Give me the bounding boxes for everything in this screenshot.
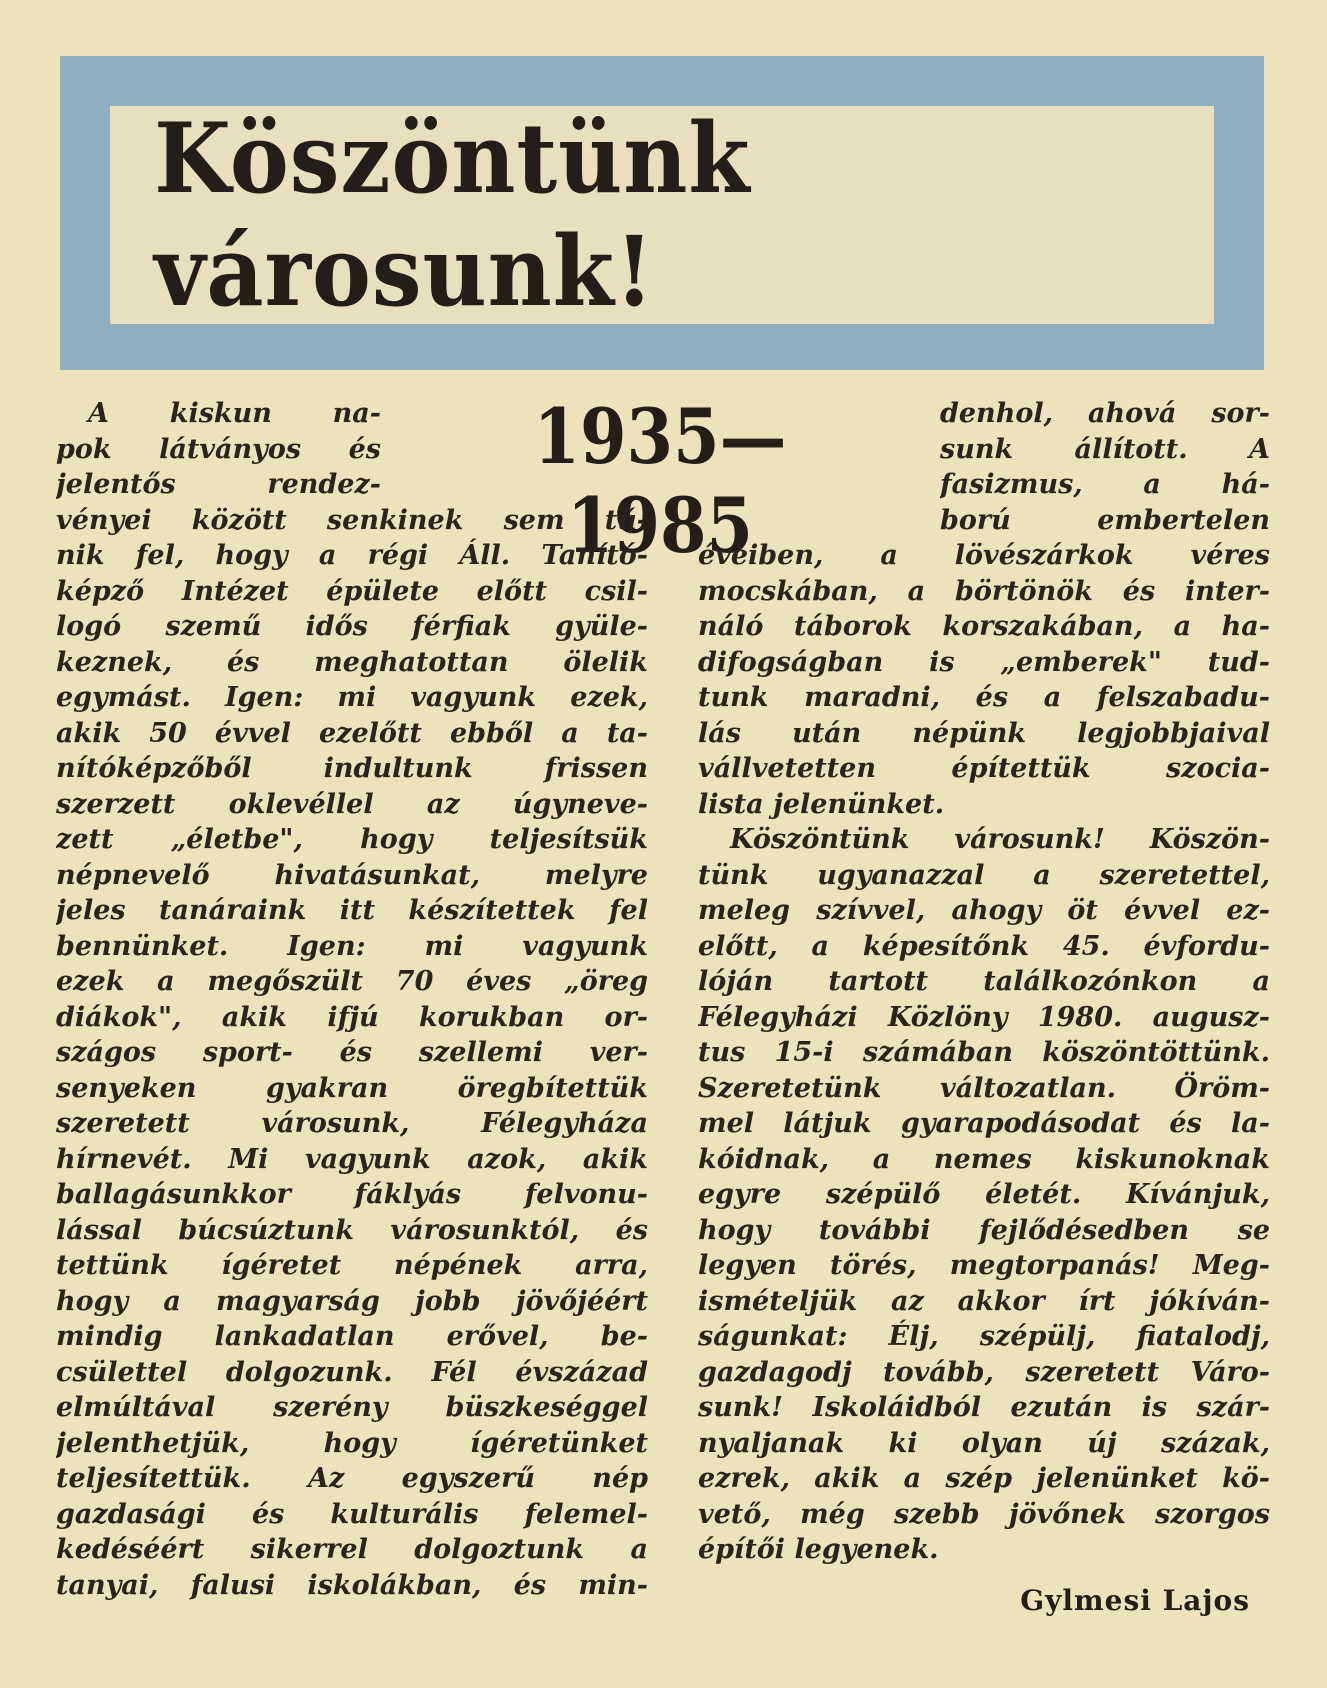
text-line: lással búcsúztunk városunktól, és: [56, 1214, 648, 1246]
text-line: teljesítettük. Az egyszerű nép: [56, 1463, 648, 1494]
text-line: Szeretetünk változatlan. Öröm-: [698, 1072, 1270, 1104]
headline-banner-frame: [60, 56, 1264, 370]
text-line: náló táborok korszakában, a ha-: [698, 611, 1270, 642]
text-line: építői legyenek.: [698, 1534, 939, 1565]
text-line: Félegyházi Közlöny 1980. augusz-: [698, 1001, 1270, 1033]
text-line: tettünk ígéretet népének arra,: [56, 1250, 648, 1281]
author-signature: Gylmesi Lajos: [1020, 1584, 1250, 1617]
years-heading: 1935—1985: [533, 392, 787, 570]
text-line: nik fel, hogy a régi Áll. Tanító-: [56, 540, 648, 571]
text-line: jelenthetjük, hogy ígéretünket: [56, 1427, 648, 1459]
text-line: lóján tartott találkozónkon a: [698, 966, 1270, 997]
text-line: képző Intézet épülete előtt csil-: [56, 575, 648, 607]
text-line: elmúltával szerény büszkeséggel: [56, 1392, 648, 1423]
text-line: logó szemű idős férfiak gyüle-: [56, 611, 648, 642]
text-line: denhol, ahová sor-: [940, 398, 1270, 429]
text-line: ezrek, akik a szép jelenünket kö-: [698, 1463, 1270, 1494]
text-line: egyre szépülő életét. Kívánjuk,: [698, 1179, 1270, 1210]
text-line: akik 50 évvel ezelőtt ebből a ta-: [56, 717, 648, 749]
text-line: ballagásunkkor fáklyás felvonu-: [56, 1179, 648, 1210]
text-line: sunk állított. A: [940, 433, 1270, 465]
text-line: előtt, a képesítőnk 45. évfordu-: [698, 930, 1270, 962]
text-line: lista jelenünket.: [698, 788, 945, 820]
text-line: hírnevét. Mi vagyunk azok, akik: [56, 1143, 648, 1175]
text-line: egymást. Igen: mi vagyunk ezek,: [56, 682, 648, 713]
text-line: difogságban is „emberek" tud-: [698, 646, 1270, 678]
text-line: jelentős rendez-: [56, 469, 381, 500]
text-line: vető, még szebb jövőnek szorgos: [698, 1498, 1270, 1530]
text-line: mocskában, a börtönök és inter-: [698, 575, 1270, 607]
article-column-2: [698, 396, 1270, 1568]
text-line: sunk! Iskoláidból ezután is szár-: [698, 1392, 1270, 1423]
headline-banner: [110, 102, 1214, 328]
text-line: A kiskun na-: [88, 398, 381, 429]
text-line: mindig lankadatlan erővel, be-: [56, 1321, 648, 1352]
text-line: vényei között senkinek sem tű-: [56, 504, 648, 536]
text-line: tanyai, falusi iskolákban, és min-: [56, 1569, 648, 1601]
text-line: mel látjuk gyarapodásodat és la-: [698, 1108, 1270, 1139]
text-line: meleg szívvel, ahogy öt évvel ez-: [698, 895, 1270, 926]
text-line: ború embertelen: [940, 504, 1270, 536]
text-line: hogy további fejlődésedben se: [698, 1214, 1270, 1246]
text-line: lás után népünk legjobbjaival: [698, 717, 1270, 749]
text-line: kóidnak, a nemes kiskunoknak: [698, 1143, 1270, 1175]
text-line: gazdagodj tovább, szeretett Váro-: [698, 1356, 1270, 1388]
text-line: szágos sport- és szellemi ver-: [56, 1037, 648, 1068]
text-line: nítóképzőből indultunk frissen: [56, 753, 648, 784]
text-line: Köszöntünk városunk! Köszön-: [730, 824, 1270, 855]
text-line: szeretett városunk, Félegyháza: [56, 1108, 648, 1139]
text-line: jeles tanáraink itt készítettek fel: [56, 895, 648, 926]
text-line: zett „életbe", hogy teljesítsük: [56, 824, 648, 855]
text-line: pok látványos és: [56, 433, 381, 465]
text-line: keznek, és meghatottan ölelik: [56, 646, 648, 678]
text-line: kedéséért sikerrel dolgoztunk a: [56, 1534, 648, 1565]
text-line: éveiben, a lövészárkok véres: [698, 540, 1270, 571]
text-line: ismételjük az akkor írt jókíván-: [698, 1285, 1270, 1317]
text-line: bennünket. Igen: mi vagyunk: [56, 930, 648, 962]
text-line: tunk maradni, és a felszabadu-: [698, 682, 1270, 713]
text-line: legyen törés, megtorpanás! Meg-: [698, 1250, 1270, 1281]
text-line: szerzett oklevéllel az úgyneve-: [56, 788, 648, 820]
article-column-1: [56, 396, 648, 1603]
text-line: ezek a megőszült 70 éves „öreg: [56, 966, 648, 997]
text-line: hogy a magyarság jobb jövőjéért: [56, 1285, 648, 1317]
text-line: gazdasági és kulturális felemel-: [56, 1498, 648, 1530]
text-line: népnevelő hivatásunkat, melyre: [56, 859, 648, 891]
text-line: fasizmus, a há-: [940, 469, 1270, 500]
text-line: tus 15-i számában köszöntöttünk.: [698, 1037, 1270, 1068]
text-line: nyaljanak ki olyan új százak,: [698, 1427, 1270, 1459]
text-line: vállvetetten építettük szocia-: [698, 753, 1270, 784]
text-line: tünk ugyanazzal a szeretettel,: [698, 859, 1270, 891]
headline: Köszöntünk városunk!: [154, 102, 751, 328]
text-line: csülettel dolgozunk. Fél évszázad: [56, 1356, 648, 1388]
text-line: ságunkat: Élj, szépülj, fiatalodj,: [698, 1321, 1270, 1352]
text-line: diákok", akik ifjú korukban or-: [56, 1001, 648, 1033]
text-line: senyeken gyakran öregbítettük: [56, 1072, 648, 1104]
